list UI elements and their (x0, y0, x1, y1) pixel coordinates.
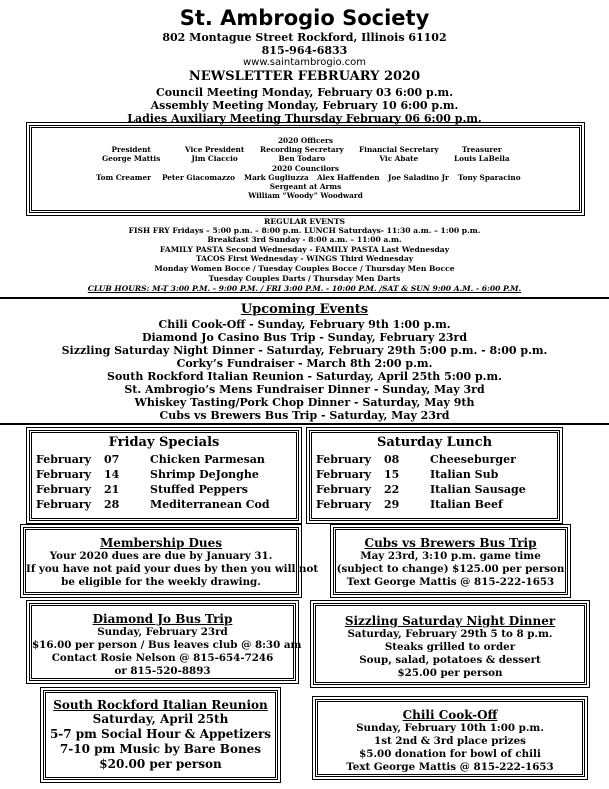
diamond-jo-title: Diamond Jo Bus Trip (92, 612, 233, 626)
regular-event-line: FAMILY PASTA Second Wednesday - FAMILY PASTA Last Wednesday (159, 245, 450, 254)
membership-line: If you have not paid your dues by then you will not (26, 563, 319, 575)
special-dish: Shrimp DeJonghe (150, 468, 259, 481)
diamond-jo-line: or 815-520-8893 (114, 665, 211, 677)
officer-title: Vice President (185, 145, 245, 154)
officers-box (29, 125, 582, 213)
membership-box (23, 527, 319, 595)
meeting-council: Council Meeting Monday, February 03 6:00 p.m. (155, 86, 454, 99)
meeting-ladies: Ladies Auxiliary Meeting Thursday February 06 6:00 p.m. (127, 112, 482, 125)
lunch-month: February (316, 453, 372, 466)
councilor: Alex Haffenden (317, 173, 380, 182)
lunch-dish: Cheeseburger (430, 453, 516, 466)
special-dish: Mediterranean Cod (150, 498, 270, 511)
friday-specials-title: Friday Specials (108, 435, 220, 450)
councilor: Peter Giacomazzo (162, 173, 235, 182)
officer-vice-president (185, 145, 244, 163)
lunch-day: 22 (384, 483, 400, 496)
councilor: Joe Saladino Jr (388, 173, 449, 182)
special-month: February (36, 453, 92, 466)
cubs-trip-title: Cubs vs Brewers Bus Trip (364, 536, 537, 550)
lunch-month: February (316, 468, 372, 481)
club-hours: CLUB HOURS: M-T 3:00 P.M. - 9:00 P.M. / FRI 3:00 P.M. - 10:00 P.M. /SAT & SUN 9:00 A.M. - 6:00 P.M. (87, 284, 522, 293)
org-name: St. Ambrogio Society (179, 6, 430, 30)
officer-name: Louis LaBella (454, 154, 510, 163)
reunion-box (43, 690, 278, 780)
lunch-dish: Italian Sausage (430, 483, 526, 496)
saturday-lunch-box (309, 430, 560, 521)
officer-treasurer (454, 145, 510, 163)
chili-cookoff-line: $5.00 donation for bowl of chili (359, 748, 541, 760)
councilor: Tony Sparacino (458, 173, 521, 182)
officer-name: George Mattis (102, 154, 161, 163)
upcoming-item: Corky’s Fundraiser - March 8th 2:00 p.m. (176, 357, 433, 370)
officer-financial-secretary (359, 145, 439, 163)
special-month: February (36, 483, 92, 496)
sergeant-label: Sergeant at Arms (269, 182, 342, 191)
upcoming-heading: Upcoming Events (240, 302, 369, 317)
sizzling-dinner-box (313, 603, 587, 685)
friday-special-row (36, 453, 265, 466)
sizzling-dinner-title: Sizzling Saturday Night Dinner (344, 614, 556, 628)
membership-title: Membership Dues (99, 536, 223, 550)
lunch-day: 29 (384, 498, 400, 511)
lunch-dish: Italian Sub (430, 468, 499, 481)
officer-name: Ben Todaro (278, 154, 326, 163)
upcoming-item: South Rockford Italian Reunion - Saturday, April 25th 5:00 p.m. (107, 370, 502, 383)
lunch-month: February (316, 498, 372, 511)
lunch-day: 08 (384, 453, 400, 466)
phone: 815-964-6833 (261, 44, 348, 57)
saturday-lunch-row (316, 453, 516, 466)
chili-cookoff-line: Text George Mattis @ 815-222-1653 (346, 761, 554, 773)
diamond-jo-line: $16.00 per person / Bus leaves club @ 8:30 am (32, 639, 302, 651)
upcoming-item: Chili Cook-Off - Sunday, February 9th 1:00 p.m. (158, 318, 451, 331)
website: www.saintambrogio.com (242, 57, 366, 68)
meeting-assembly: Assembly Meeting Monday, February 10 6:00 p.m. (150, 99, 459, 112)
councilor: Tom Creamer (96, 173, 151, 182)
diamond-jo-box (29, 603, 302, 681)
special-month: February (36, 498, 92, 511)
upcoming-item: Diamond Jo Casino Bus Trip - Sunday, February 23rd (141, 331, 468, 344)
chili-cookoff-line: Sunday, February 10th 1:00 p.m. (356, 722, 544, 734)
cubs-trip-box (333, 527, 568, 595)
regular-event-line: Breakfast 3rd Sunday - 8:00 a.m. – 11:00 a.m. (207, 235, 402, 244)
cubs-trip-line: May 23rd, 3:10 p.m. game time (360, 550, 541, 562)
saturday-lunch-row (316, 498, 503, 511)
officer-title: Treasurer (461, 145, 502, 154)
reunion-line: 5-7 pm Social Hour & Appetizers (49, 727, 272, 741)
officer-name: Jim Ciaccio (191, 154, 238, 163)
chili-cookoff-line: 1st 2nd & 3rd place prizes (374, 735, 526, 747)
special-day: 21 (104, 483, 120, 496)
special-day: 14 (104, 468, 120, 481)
diamond-jo-line: Contact Rosie Nelson @ 815-654-7246 (51, 652, 274, 664)
lunch-month: February (316, 483, 372, 496)
divider (0, 297, 609, 299)
chili-cookoff-title: Chili Cook-Off (402, 708, 498, 722)
sizzling-dinner-line: Soup, salad, potatoes & dessert (359, 654, 541, 666)
lunch-dish: Italian Beef (430, 498, 503, 511)
regular-event-line: Tuesday Couples Darts / Thursday Men Darts (208, 274, 401, 283)
divider (0, 423, 609, 425)
regular-event-line: Monday Women Bocce / Tuesday Couples Bocce / Thursday Men Bocce (154, 264, 455, 273)
membership-line: be eligible for the weekly drawing. (61, 576, 261, 588)
special-dish: Stuffed Peppers (150, 483, 248, 496)
diamond-jo-line: Sunday, February 23rd (97, 626, 228, 638)
regular-events-heading: REGULAR EVENTS (264, 217, 345, 226)
officer-name: Vic Abate (379, 154, 419, 163)
special-dish: Chicken Parmesan (150, 453, 265, 466)
friday-special-row (36, 483, 248, 496)
officer-recording-secretary (260, 145, 344, 163)
sizzling-dinner-line: $25.00 per person (397, 667, 503, 679)
reunion-line: 7-10 pm Music by Bare Bones (59, 742, 262, 756)
special-day: 07 (104, 453, 120, 466)
chili-cookoff-box (315, 699, 585, 777)
upcoming-item: St. Ambrogio’s Mens Fundraiser Dinner - Sunday, May 3rd (124, 383, 485, 396)
officer-title: Recording Secretary (260, 145, 344, 154)
saturday-lunch-title: Saturday Lunch (376, 435, 493, 450)
officer-title: Financial Secretary (359, 145, 439, 154)
special-month: February (36, 468, 92, 481)
friday-special-row (36, 498, 270, 511)
sizzling-dinner-line: Steaks grilled to order (384, 641, 516, 653)
regular-event-line: TACOS First Wednesday - WINGS Third Wednesday (195, 254, 414, 263)
officer-president (102, 145, 160, 163)
sergeant-name: William “Woody” Woodward (248, 191, 363, 200)
friday-special-row (36, 468, 259, 481)
reunion-line: $20.00 per person (99, 757, 222, 771)
address: 802 Montague Street Rockford, Illinois 61102 (162, 31, 447, 44)
sizzling-dinner-line: Saturday, February 29th 5 to 8 p.m. (347, 628, 553, 640)
friday-specials-box (29, 430, 299, 521)
regular-event-line: FISH FRY Fridays – 5:00 p.m. – 8:00 p.m. LUNCH Saturdays- 11:30 a.m. – 1:00 p.m. (128, 226, 481, 235)
reunion-title: South Rockford Italian Reunion (53, 698, 268, 712)
special-day: 28 (104, 498, 120, 511)
cubs-trip-line: Text George Mattis @ 815-222-1653 (346, 576, 555, 588)
officers-heading: 2020 Officers (277, 136, 333, 145)
councilor: Mark Gugliuzza (244, 173, 309, 182)
officer-title: President (111, 145, 151, 154)
councilors-heading: 2020 Councilors (272, 164, 339, 173)
newsletter-title: NEWSLETTER FEBRUARY 2020 (188, 69, 421, 84)
saturday-lunch-row (316, 483, 526, 496)
upcoming-item: Whiskey Tasting/Pork Chop Dinner - Saturday, May 9th (134, 396, 475, 409)
saturday-lunch-row (316, 468, 499, 481)
upcoming-item: Sizzling Saturday Night Dinner - Saturday, February 29th 5:00 p.m. - 8:00 p.m. (61, 344, 548, 357)
reunion-line: Saturday, April 25th (92, 712, 229, 726)
lunch-day: 15 (384, 468, 400, 481)
cubs-trip-line: (subject to change) $125.00 per person (336, 563, 565, 575)
membership-line: Your 2020 dues are due by January 31. (49, 550, 273, 562)
upcoming-item: Cubs vs Brewers Bus Trip - Saturday, May 23rd (159, 409, 450, 422)
